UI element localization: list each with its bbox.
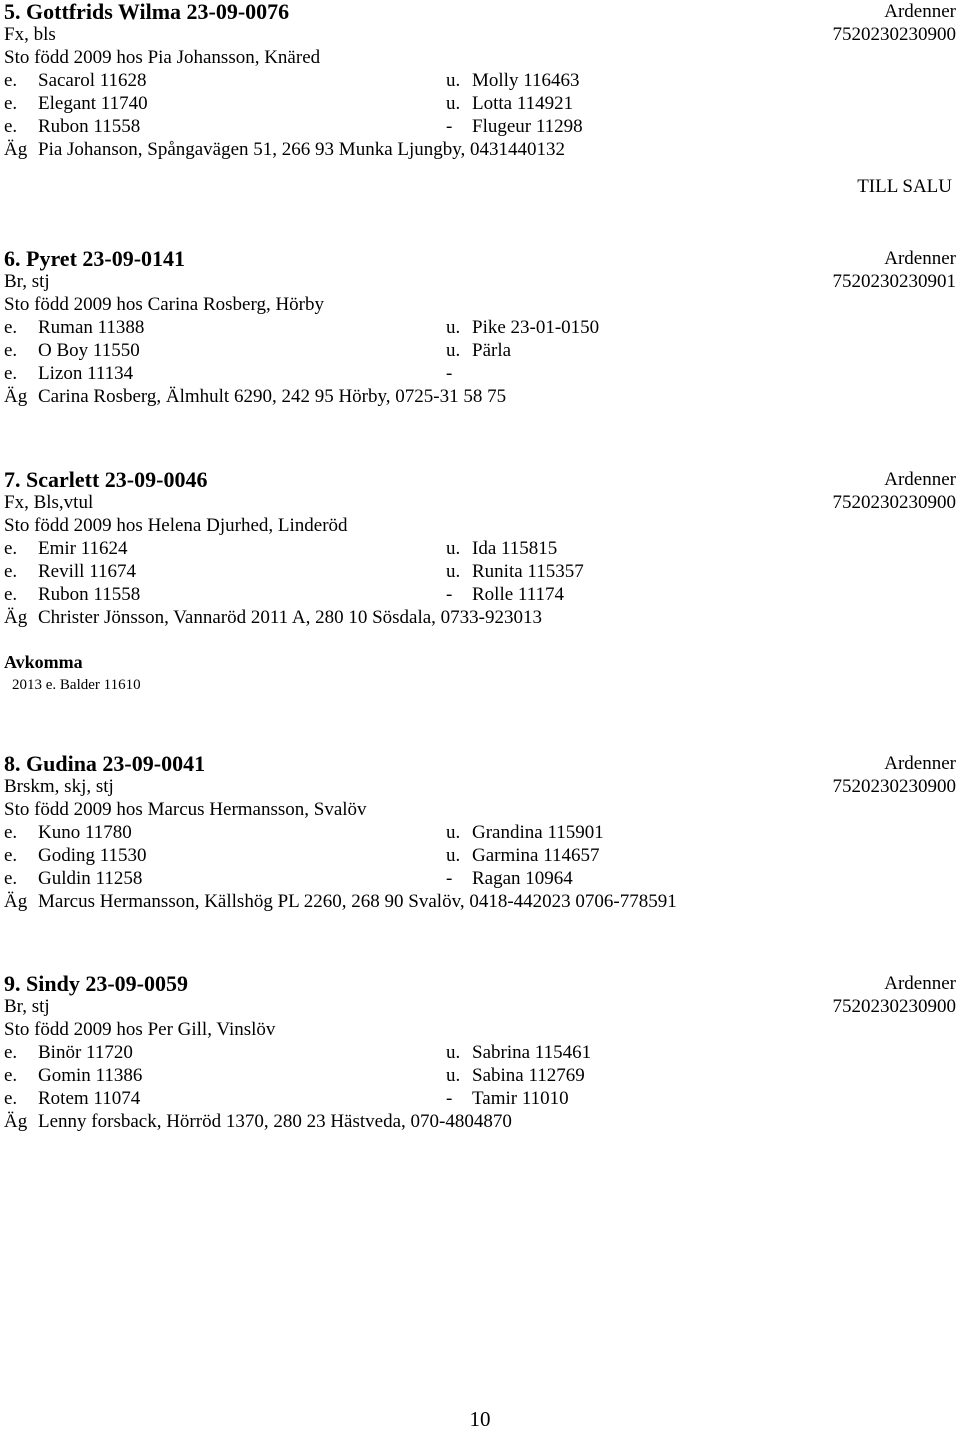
sire: Revill 11674 xyxy=(38,561,136,582)
sire: O Boy 11550 xyxy=(38,340,140,361)
dam: Sabrina 115461 xyxy=(472,1042,592,1063)
owner: Pia Johanson, Spångavägen 51, 266 93 Munka Ljungby, 0431440132 xyxy=(38,139,566,160)
horse-color: Brskm, skj, stj xyxy=(4,776,114,797)
birth-info: Sto född 2009 hos Helena Djurhed, Linderöd xyxy=(4,515,348,536)
entry-title: 6. Pyret 23-09-0141 xyxy=(4,246,186,271)
horse-entry xyxy=(4,972,956,1133)
sire: Elegant 11740 xyxy=(38,93,148,114)
owner: Lenny forsback, Hörröd 1370, 280 23 Hästveda, 070-4804870 xyxy=(38,1111,512,1132)
owner: Marcus Hermansson, Källshög PL 2260, 268 90 Svalöv, 0418-442023 0706-778591 xyxy=(38,891,677,912)
birth-info: Sto född 2009 hos Carina Rosberg, Hörby xyxy=(4,294,324,315)
dam: Pike 23-01-0150 xyxy=(472,317,600,338)
owner-row: Äg Carina Rosberg, Älmhult 6290, 242 95 Hörby, 0725-31 58 75 xyxy=(4,386,507,407)
entry-title: 9. Sindy 23-09-0059 xyxy=(4,971,188,996)
owner-row: Äg Christer Jönsson, Vannaröd 2011 A, 280 10 Sösdala, 0733-923013 xyxy=(4,607,543,628)
breed: Ardenner xyxy=(884,973,956,994)
sire: Rubon 11558 xyxy=(38,584,141,605)
horse-entry xyxy=(4,752,956,913)
sire: Goding 11530 xyxy=(38,845,147,866)
pedigree-row: e. Emir 11624 u. Ida 115815 xyxy=(4,538,558,559)
birth-info: Sto född 2009 hos Marcus Hermansson, Svalöv xyxy=(4,799,367,820)
page-number: 10 xyxy=(469,1407,491,1431)
registration-number: 7520230230900 xyxy=(832,996,956,1017)
offspring-item: 2013 e. Balder 11610 xyxy=(12,677,141,693)
sire: Emir 11624 xyxy=(38,538,128,559)
dam: Sabina 112769 xyxy=(472,1065,585,1086)
for-sale-note: TILL SALU xyxy=(857,176,952,197)
owner: Carina Rosberg, Älmhult 6290, 242 95 Hörby, 0725-31 58 75 xyxy=(38,386,507,407)
owner-row: Äg Pia Johanson, Spångavägen 51, 266 93 Munka Ljungby, 0431440132 xyxy=(4,139,566,160)
dam: Garmina 114657 xyxy=(472,845,600,866)
pedigree-row: e. Rubon 11558 - Flugeur 11298 xyxy=(4,116,583,137)
dam: Ragan 10964 xyxy=(472,868,573,889)
dam: Grandina 115901 xyxy=(472,822,604,843)
pedigree-row: e. Lizon 11134 - xyxy=(4,363,453,384)
dam: Pärla xyxy=(472,340,512,361)
owner: Christer Jönsson, Vannaröd 2011 A, 280 10 Sösdala, 0733-923013 xyxy=(38,607,543,628)
pedigree-row: e. Rubon 11558 - Rolle 11174 xyxy=(4,584,565,605)
breed: Ardenner xyxy=(884,248,956,269)
horse-entry xyxy=(4,247,956,408)
horse-color: Br, stj xyxy=(4,271,50,292)
registration-number: 7520230230900 xyxy=(832,492,956,513)
horse-color: Fx, bls xyxy=(4,24,56,45)
owner-row: Äg Lenny forsback, Hörröd 1370, 280 23 Hästveda, 070-4804870 xyxy=(4,1111,512,1132)
horse-entry xyxy=(4,468,956,697)
pedigree-row: e. Rotem 11074 - Tamir 11010 xyxy=(4,1088,569,1109)
sire: Gomin 11386 xyxy=(38,1065,143,1086)
breed: Ardenner xyxy=(884,469,956,490)
breed: Ardenner xyxy=(884,1,956,22)
entry-title: 8. Gudina 23-09-0041 xyxy=(4,751,206,776)
pedigree-row: e. Revill 11674 u. Runita 115357 xyxy=(4,561,584,582)
registration-number: 7520230230900 xyxy=(832,24,956,45)
sire: Kuno 11780 xyxy=(38,822,132,843)
pedigree-row: e. O Boy 11550 u. Pärla xyxy=(4,340,512,361)
dam: Tamir 11010 xyxy=(472,1088,569,1109)
sire: Rubon 11558 xyxy=(38,116,141,137)
birth-info: Sto född 2009 hos Per Gill, Vinslöv xyxy=(4,1019,276,1040)
dam: Rolle 11174 xyxy=(472,584,565,605)
owner-row: Äg Marcus Hermansson, Källshög PL 2260, 268 90 Svalöv, 0418-442023 0706-778591 xyxy=(4,891,677,912)
dam: Lotta 114921 xyxy=(472,93,574,114)
pedigree-row: e. Sacarol 11628 u. Molly 116463 xyxy=(4,70,580,91)
horse-color: Br, stj xyxy=(4,996,50,1017)
registration-number: 7520230230900 xyxy=(832,776,956,797)
pedigree-row: e. Binör 11720 u. Sabrina 115461 xyxy=(4,1042,592,1063)
dam: Runita 115357 xyxy=(472,561,584,582)
pedigree-row: e. Guldin 11258 - Ragan 10964 xyxy=(4,868,573,889)
dam: Ida 115815 xyxy=(472,538,558,559)
pedigree-row: e. Ruman 11388 u. Pike 23-01-0150 xyxy=(4,317,600,338)
sire: Lizon 11134 xyxy=(38,363,134,384)
offspring-heading: Avkomma xyxy=(4,652,83,672)
registration-number: 7520230230901 xyxy=(832,271,956,292)
horse-entry xyxy=(4,0,956,198)
sire: Sacarol 11628 xyxy=(38,70,147,91)
birth-info: Sto född 2009 hos Pia Johansson, Knäred xyxy=(4,47,321,68)
entry-title: 5. Gottfrids Wilma 23-09-0076 xyxy=(4,0,290,24)
sire: Ruman 11388 xyxy=(38,317,145,338)
breed: Ardenner xyxy=(884,753,956,774)
sire: Binör 11720 xyxy=(38,1042,133,1063)
sire: Guldin 11258 xyxy=(38,868,143,889)
horse-color: Fx, Bls,vtul xyxy=(4,492,94,513)
dam: Molly 116463 xyxy=(472,70,580,91)
sire: Rotem 11074 xyxy=(38,1088,141,1109)
pedigree-row: e. Elegant 11740 u. Lotta 114921 xyxy=(4,93,574,114)
dam: Flugeur 11298 xyxy=(472,116,583,137)
entry-title: 7. Scarlett 23-09-0046 xyxy=(4,467,208,492)
pedigree-row: e. Goding 11530 u. Garmina 114657 xyxy=(4,845,600,866)
pedigree-row: e. Kuno 11780 u. Grandina 115901 xyxy=(4,822,604,843)
pedigree-row: e. Gomin 11386 u. Sabina 112769 xyxy=(4,1065,585,1086)
